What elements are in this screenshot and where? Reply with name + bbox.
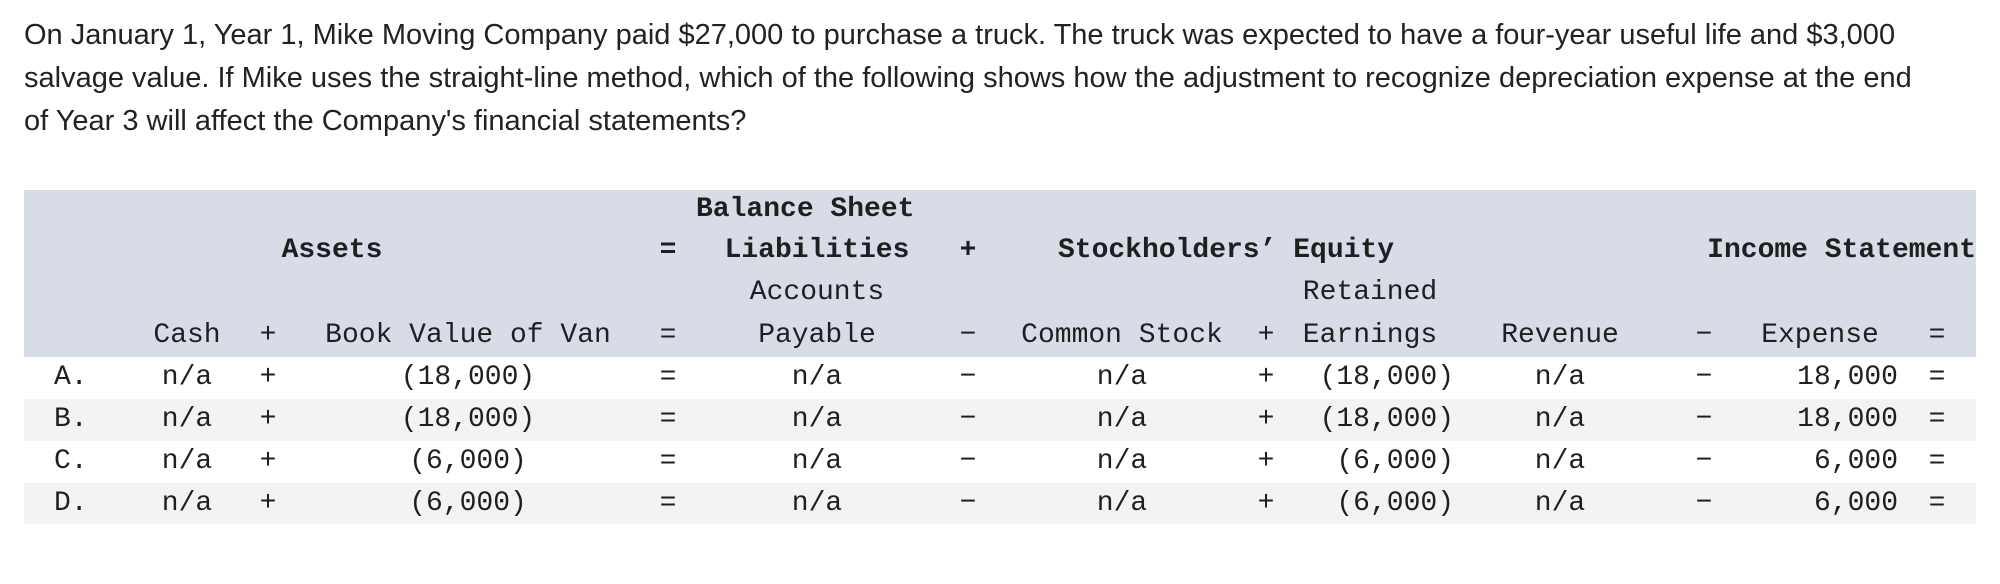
accounts-label-top: Accounts [696, 272, 938, 314]
option-label: A. [24, 357, 134, 399]
cell-plus-1: + [240, 399, 296, 441]
liabilities-header: Liabilities [696, 230, 938, 272]
col-retained-earnings: Earnings [1286, 314, 1454, 357]
cell-revenue: n/a [1454, 357, 1666, 399]
cell-retained-earnings: (18,000) [1286, 357, 1454, 399]
cell-plus-1: + [240, 441, 296, 483]
cell-book-value: (18,000) [296, 357, 640, 399]
col-equals-2: = [1898, 314, 1976, 357]
cell-equals-1: = [640, 483, 696, 524]
cell-plus-1: + [240, 483, 296, 524]
cell-retained-earnings: (18,000) [1286, 399, 1454, 441]
cell-plus-2: + [1246, 399, 1286, 441]
col-revenue: Revenue [1454, 314, 1666, 357]
cell-expense: 6,000 [1742, 441, 1898, 483]
liabilities-plus-symbol: + [938, 230, 998, 272]
cell-plus-2: + [1246, 441, 1286, 483]
cell-revenue: n/a [1454, 399, 1666, 441]
cell-common-stock: n/a [998, 483, 1246, 524]
cell-expense: 6,000 [1742, 483, 1898, 524]
table-row [24, 441, 1976, 483]
cell-book-value: (6,000) [296, 483, 640, 524]
cell-revenue: n/a [1454, 483, 1666, 524]
header-row-sections [24, 230, 1976, 272]
question-text: On January 1, Year 1, Mike Moving Company paid $27,000 to purchase a truck. The truck was expected to have a four-year useful life and $3,000 salvage value. If Mike uses the straight-line method, which of the following shows how the adjustment to recognize depreciation expense at the end of Year 3 will affect the Company's financial statements? [24, 19, 1912, 137]
cell-cash: n/a [134, 483, 240, 524]
cell-equals-2: = [1898, 357, 1976, 399]
cell-retained-earnings: (6,000) [1286, 483, 1454, 524]
cell-minus-2: − [1666, 357, 1742, 399]
cell-retained-earnings: (6,000) [1286, 441, 1454, 483]
col-minus-1: − [938, 314, 998, 357]
cell-cash: n/a [134, 357, 240, 399]
cell-cash: n/a [134, 441, 240, 483]
header-row-subtop [24, 272, 1976, 314]
cell-plus-2: + [1246, 483, 1286, 524]
option-label: B. [24, 399, 134, 441]
cell-equals-1: = [640, 441, 696, 483]
financial-effects-table [24, 190, 1976, 524]
stockholders-equity-header: Stockholders’ Equity [998, 230, 1454, 272]
cell-book-value: (18,000) [296, 399, 640, 441]
balance-equals-symbol: = [640, 230, 696, 272]
col-expense: Expense [1742, 314, 1898, 357]
cell-equals-2: = [1898, 399, 1976, 441]
cell-plus-2: + [1246, 357, 1286, 399]
financial-effects-table-wrapper [24, 190, 1976, 524]
cell-cash: n/a [134, 399, 240, 441]
cell-expense: 18,000 [1742, 357, 1898, 399]
cell-minus-2: − [1666, 483, 1742, 524]
cell-equals-1: = [640, 399, 696, 441]
cell-common-stock: n/a [998, 441, 1246, 483]
col-plus-1: + [240, 314, 296, 357]
table-row [24, 357, 1976, 399]
cell-accounts-payable: n/a [696, 483, 938, 524]
retained-label-top: Retained [1286, 272, 1454, 314]
cell-minus-1: − [938, 357, 998, 399]
cell-equals-1: = [640, 357, 696, 399]
option-label: C. [24, 441, 134, 483]
cell-book-value: (6,000) [296, 441, 640, 483]
col-cash: Cash [134, 314, 240, 357]
col-accounts-payable: Payable [696, 314, 938, 357]
header-row-title [24, 190, 1976, 230]
cell-revenue: n/a [1454, 441, 1666, 483]
col-book-value: Book Value of Van [296, 314, 640, 357]
table-row [24, 399, 1976, 441]
cell-minus-1: − [938, 441, 998, 483]
option-label: D. [24, 483, 134, 524]
col-minus-2: − [1666, 314, 1742, 357]
cell-expense: 18,000 [1742, 399, 1898, 441]
cell-common-stock: n/a [998, 357, 1246, 399]
cell-minus-2: − [1666, 441, 1742, 483]
col-equals-1: = [640, 314, 696, 357]
cell-minus-1: − [938, 399, 998, 441]
cell-accounts-payable: n/a [696, 357, 938, 399]
assets-header: Assets [24, 230, 640, 272]
col-common-stock: Common Stock [998, 314, 1246, 357]
balance-sheet-title: Balance Sheet [696, 190, 998, 230]
cell-minus-1: − [938, 483, 998, 524]
cell-accounts-payable: n/a [696, 399, 938, 441]
cell-accounts-payable: n/a [696, 441, 938, 483]
cell-equals-2: = [1898, 441, 1976, 483]
cell-common-stock: n/a [998, 399, 1246, 441]
cell-plus-1: + [240, 357, 296, 399]
table-row [24, 483, 1976, 524]
cell-minus-2: − [1666, 399, 1742, 441]
col-plus-2: + [1246, 314, 1286, 357]
header-row-columns [24, 314, 1976, 357]
cell-equals-2: = [1898, 483, 1976, 524]
income-statement-header: Income Statement [1454, 230, 1976, 272]
